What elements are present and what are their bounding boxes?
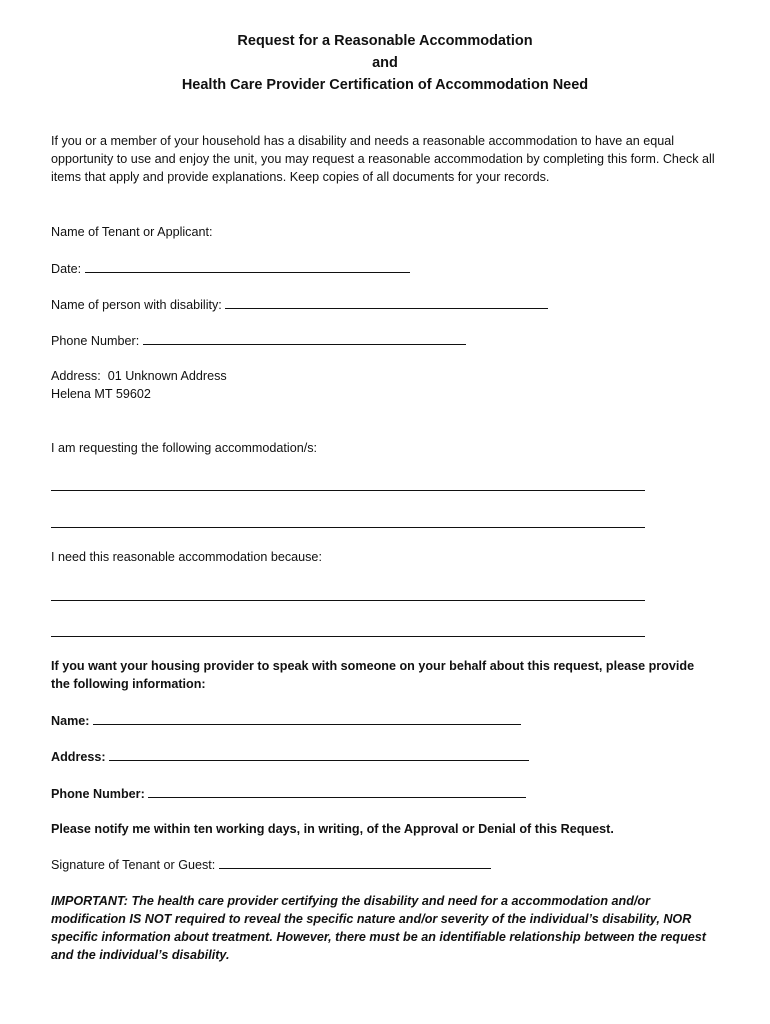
address-value-line1: 01 Unknown Address (107, 369, 227, 383)
rep-phone-field (51, 784, 526, 803)
rep-phone-label: Phone Number: (51, 787, 145, 801)
address-label: Address: (51, 369, 101, 383)
tenant-name-label: Name of Tenant or Applicant: (51, 225, 213, 239)
intro-paragraph: If you or a member of your household has a disability and needs a reasonable accommodation to have an equal opportunity to use and enjoy the unit, you may request a reasonable accommodation by completing this form. Check all items that apply and provide explanations. Keep copies of all documents for your records. (51, 134, 715, 184)
date-field (51, 259, 410, 278)
rep-name-label: Name: (51, 714, 90, 728)
rep-address-field (51, 747, 529, 766)
notify-statement: Please notify me within ten working days, in writing, of the Approval or Denial of this Request. (51, 822, 614, 836)
signature-label: Signature of Tenant or Guest: (51, 858, 216, 872)
rep-name-input[interactable] (93, 711, 521, 725)
important-notice: IMPORTANT: The health care provider certifying the disability and need for a accommodation and/or modification IS NOT required to reveal the specific nature and/or severity of the individual’s disability, NOR specific information about treatment. However, there must be an identifiable relationship between the request and the individual’s disability. (51, 894, 707, 962)
form-title-line2: and (372, 55, 398, 71)
signature-input[interactable] (219, 855, 491, 869)
rep-address-input[interactable] (109, 747, 529, 761)
accommodation-request-label: I am requesting the following accommodation/s: (51, 441, 318, 455)
phone-input[interactable] (143, 331, 466, 345)
accommodation-reason-label: I need this reasonable accommodation because: (51, 550, 322, 564)
address-field (51, 367, 227, 385)
rep-name-field (51, 711, 521, 730)
disabled-person-label: Name of person with disability: (51, 298, 222, 312)
accommodation-reason-line-1[interactable] (51, 600, 645, 601)
rep-phone-input[interactable] (148, 784, 526, 798)
accommodation-request-line-1[interactable] (51, 490, 645, 491)
signature-field (51, 855, 491, 874)
representative-intro: If you want your housing provider to speak with someone on your behalf about this request, please provide the following information: (51, 659, 695, 691)
accommodation-request-line-2[interactable] (51, 527, 645, 528)
phone-label: Phone Number: (51, 334, 140, 348)
form-title-line3: Health Care Provider Certification of Accommodation Need (181, 77, 589, 93)
rep-address-label: Address: (51, 750, 106, 764)
disabled-person-input[interactable] (225, 295, 548, 309)
date-label: Date: (51, 262, 82, 276)
accommodation-reason-line-2[interactable] (51, 636, 645, 637)
date-input[interactable] (85, 259, 410, 273)
form-title-line1: Request for a Reasonable Accommodation (237, 33, 533, 49)
address-value-line2: Helena MT 59602 (51, 387, 151, 401)
phone-field (51, 331, 466, 350)
disabled-person-field (51, 295, 548, 314)
